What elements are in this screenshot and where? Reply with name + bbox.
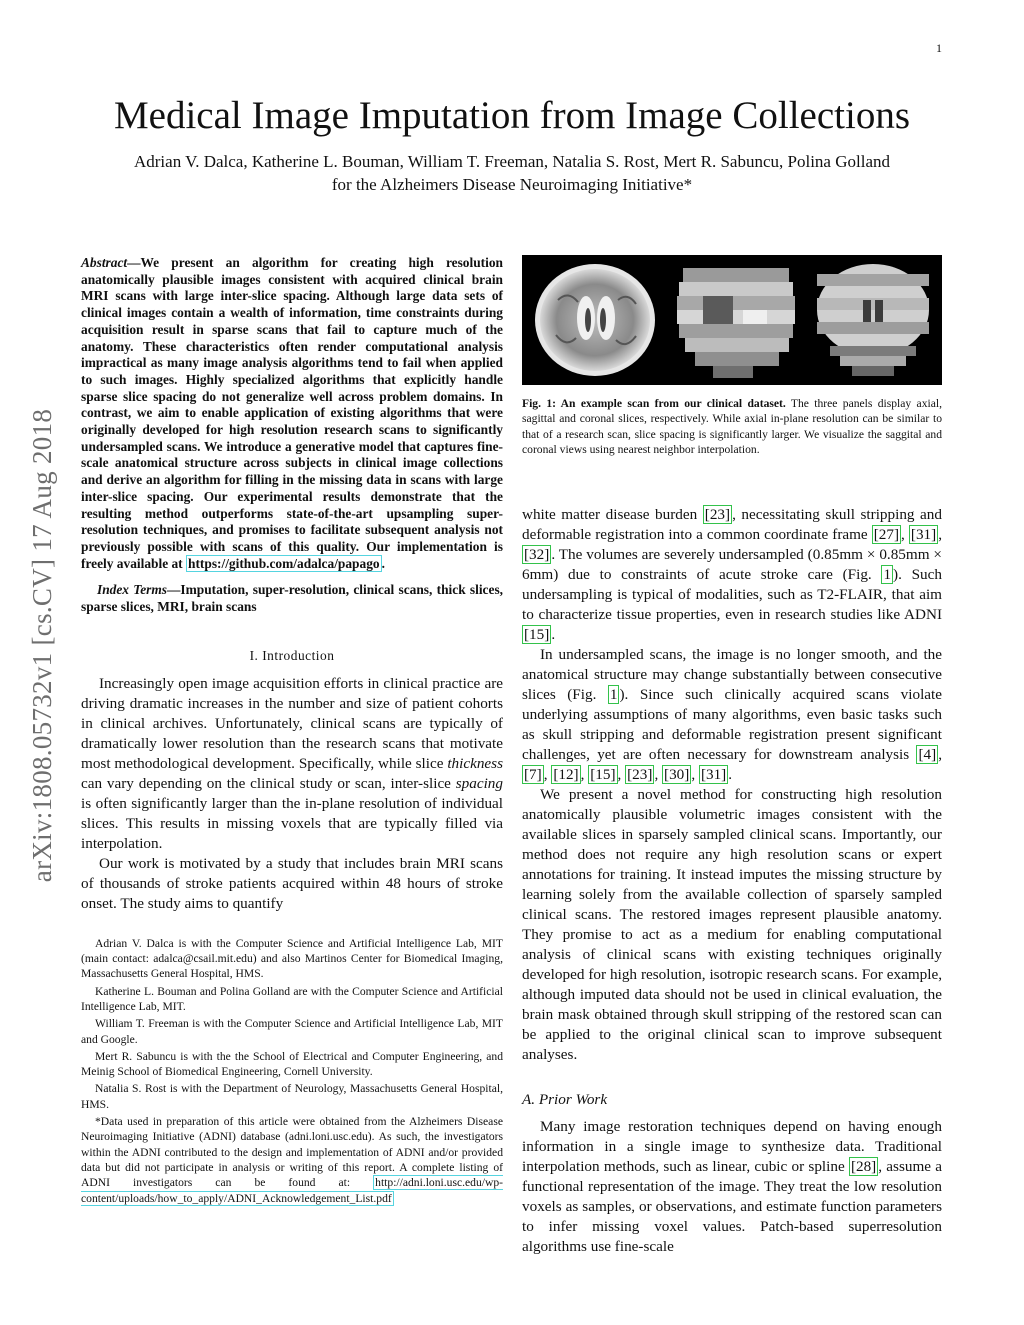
figure-1-label: Fig. 1: An example scan from our clinical dataset. [522,397,786,410]
intro-paragraph-2: Our work is motivated by a study that includes brain MRI scans of thousands of stroke patients acquired within 48 hours of stroke onset. The study aims to quantify [81,854,503,912]
sep: , [543,766,552,783]
abstract-label: Abstract [81,255,128,270]
footnote-freeman: William T. Freeman is with the Computer Science and Artificial Intelligence Lab, MIT and Google. [81,1017,503,1046]
author-line: Adrian V. Dalca, Katherine L. Bouman, William T. Freeman, Natalia S. Rost, Mert R. Sabuncu, Polina Golland [133,152,890,171]
figure-1-brain-scans [522,255,942,385]
footnotes [81,936,503,1206]
author-affiliation-line: for the Alzheimers Disease Neuroimaging Initiative* [331,175,693,194]
citation-32[interactable]: [32] [524,546,550,563]
paper-title: Medical Image Imputation from Image Collections [113,94,910,137]
footnote-adni [81,1114,503,1206]
citation-23[interactable]: [23] [704,506,731,523]
right-paragraph-3: We present a novel method for constructing high resolution anatomically plausible volumetric images consistent with the available slices in sparsely sampled clinical scans. Importantly, our method does not require any high resolution scans or expert annotations for training. It instead imputes the missing structure by learning solely from the available collection of sparsely sampled clinical scans. The restored images represent plausible anatomy. They promise to act as a medium for enabling computational analysis of clinical scans with existing techniques originally developed for high resolution, isotropic research scans. For example, although imputed data should not be used in clinical evaluation, the brain mask obtained through skull stripping of the restored scan can be applied to the original clinical scan to improve subsequent analyses. [522,786,942,1063]
footnote-bouman-golland: Katherine L. Bouman and Polina Golland are with the Computer Science and Artificial Intelligence Lab, MIT. [81,984,503,1013]
right-column [522,505,942,1257]
sep: , [938,746,942,763]
right-paragraph-4 [522,1117,942,1257]
sep: , [691,766,699,783]
citation-15[interactable]: [15] [590,766,616,783]
section-heading-introduction: I. Introduction [249,647,335,663]
citation-23[interactable]: [23] [627,766,653,783]
footnote-adni-text: *Data used in preparation of this article were obtained from the Alzheimers Disease Neuroimaging Initiative (ADNI) database (adni.loni.usc.edu). As such, the investigators within the ADNI contributed to the design and implementation of ADNI and/or provided data but did not participate in analysis or writing of this report. A complete listing of ADNI investigators can be found at: [81,1115,503,1190]
footnote-dalca: Adrian V. Dalca is with the Computer Science and Artificial Intelligence Lab, MIT (main contact: adalca@csail.mit.edu) and also Martinos Center for Biomedical Imaging, Massachusetts General Hospital, HMS. [81,936,503,981]
right-p4-text-b: , assume a functional representation of the image. They treat the low resolution voxels as samples, or observations, and estimate function parameters to infer missing voxel values. Patch-based superresolution algorithms use fine-scale [522,1158,942,1255]
figure-1-ref[interactable]: 1 [883,566,892,583]
adni-acknowledgement-link[interactable]: http://adni.loni.usc.edu/wp-content/uploads/how_to_apply/ADNI_Acknowledgement_List.pdf [81,1176,503,1205]
arxiv-stamp-text: arXiv:1808.05732v1 [cs.CV] 17 Aug 2018 [27,408,58,882]
author-list [0,150,1024,196]
right-p1-sep-2: , [938,526,943,543]
abstract-end: . [381,555,385,571]
right-p2-text-a: In undersampled scans, the image is no longer smooth, and the anatomical structure may change substantially between consecutive slices (Fig. [522,646,942,703]
page-number: 1 [936,41,942,55]
footnote-rost: Natalia S. Rost is with the Department of Neurology, Massachusetts General Hospital, HMS. [81,1082,503,1111]
citation-28[interactable]: [28] [850,1158,877,1175]
citation-31[interactable]: [31] [910,526,937,543]
axial-slice-image [528,260,662,380]
sep: , [654,766,663,783]
index-terms-text: —Imputation, super-resolution, clinical scans, thick slices, sparse slices, MRI, brain scans [81,582,504,615]
right-paragraph-2 [522,645,942,785]
sep: , [617,766,626,783]
figure-1-ref[interactable]: 1 [609,686,618,703]
index-terms [81,582,503,615]
intro-p1-text-a: Increasingly open image acquisition efforts in clinical practice are driving dramatic increases in the number and size of patient cohorts in clinical archives. Unfortunately, clinical scans are typically of dramatically lower resolution than the research scans that motivate most methodological development. Specifically, while slice [81,674,503,772]
right-p4-text-a: Many image restoration techniques depend on having enough information in a single image to synthesize data. Traditional interpolation methods, such as linear, cubic or spline [522,1118,942,1175]
intro-p1-emphasis-spacing: spacing [455,774,503,792]
right-p1-text-b: , necessitating skull stripping and deformable registration into a common coordinate frame [522,506,942,543]
right-p1-end: . [551,626,556,643]
figure-1-caption [522,396,942,457]
sagittal-slice-image [673,260,799,380]
arxiv-stamp [20,345,66,945]
right-p1-text-a: white matter disease burden [522,506,703,523]
citation-27[interactable]: [27] [873,526,900,543]
citation-12[interactable]: [12] [553,766,579,783]
left-column [81,255,503,1208]
right-p1-text-e: . The volumes are severely undersampled (0.85mm × 0.85mm × 6mm) due to constraints of acute stroke care (Fig. [522,546,942,583]
footnote-sabuncu: Mert R. Sabuncu is with the the School of Electrical and Computer Engineering, and Meinig School of Biomedical Engineering, Cornell University. [81,1049,503,1079]
citation-7[interactable]: [7] [524,766,542,783]
citation-4[interactable]: [4] [918,746,937,763]
intro-p1-text-c: is often significantly larger than the in-plane resolution of individual slices. This results in missing voxels that are typically filled via interpolation. [81,794,503,852]
index-terms-label: Index Terms [97,582,167,598]
code-link[interactable]: https://github.com/adalca/papago [188,555,380,571]
coronal-slice-image [810,260,936,380]
right-p2-text-b: ). Since such clinically acquired scans violate underlying assumptions of many algorithms, even basic tasks such as skull stripping and deformable registration present significant challenges, yet are often necessary for downstream analysis [522,686,943,763]
intro-p1-text-b: can vary depending on the clinical study or scan, inter-slice [81,774,456,792]
right-p1-text-f: ). Such undersampling is typical of modalities, such as T2-FLAIR, that aim to characterize tissue properties, even in research studies like ADNI [522,566,942,623]
intro-p1-emphasis-thickness: thickness [447,754,503,772]
citation-15[interactable]: [15] [524,626,550,643]
right-paragraph-1 [522,505,942,645]
citation-31[interactable]: [31] [700,766,727,783]
abstract-text: —We present an algorithm for creating high resolution anatomically plausible images consistent with acquired clinical brain MRI scans with large inter-slice spacing. Although large data sets of clinical images contain a wealth of information, time constraints during acquisition result in sparse scans that fail to capture much of the anatomy. These characteristics often render computational analysis impractical as many image analysis algorithms tend to fail when applied to such images. Highly specialized algorithms that explicitly handle sparse slice spacing do not generalize well across problem domains. In contrast, we aim to enable application of existing algorithms that were originally developed for high resolution research scans to significantly undersampled scans. We introduce a generative model that captures fine-scale anatomical structure across subjects in clinical image collections and derive an algorithm for filling in the missing data in scans with large inter-slice spacing. Our experimental results demonstrate that the resulting method outperforms state-of-the-art upsampling super-resolution techniques, and promises to facilitate subsequent analysis not previously possible with scans of this quality. Our implementation is freely available at [81,255,503,571]
intro-paragraph-1 [81,674,503,854]
right-p2-end: . [728,766,733,783]
right-p1-sep-1: , [901,526,909,543]
sep: , [580,766,589,783]
subsection-heading-prior-work: A. Prior Work [522,1091,608,1108]
abstract [81,255,503,572]
citation-30[interactable]: [30] [664,766,690,783]
figure-1-caption-text: The three panels display axial, sagittal and coronal slices, respectively. While axial in-plane resolution can be similar to that of a research scan, slice spacing is significantly larger. We visualize the saggital and coronal views using nearest neighbor interpolation. [522,397,942,456]
